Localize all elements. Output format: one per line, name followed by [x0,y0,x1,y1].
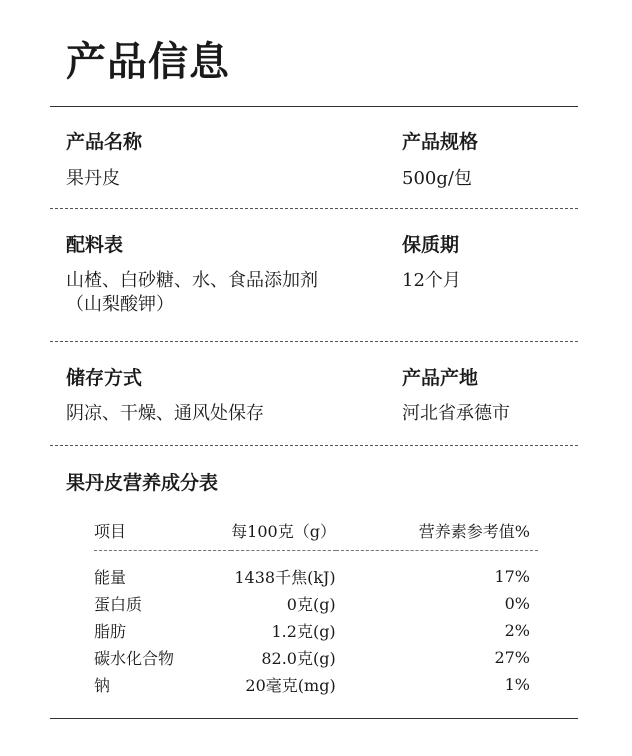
nutrient-nrv: 2% [504,621,530,640]
section-divider [50,208,578,209]
nutrient-nrv: 17% [494,567,530,586]
product-name-label: 产品名称 [66,131,143,153]
shelf-life-label: 保质期 [402,234,460,256]
nutrient-amount: 1.2克(g) [271,622,336,641]
nutrient-amount: 82.0克(g) [261,649,336,668]
column-header-nrv: 营养素参考值% [336,516,538,551]
table-row [94,671,538,698]
nutrient-amount: 20毫克(mg) [245,676,336,695]
nutrition-title: 果丹皮营养成分表 [66,472,219,494]
nutrition-table [94,516,538,698]
table-row [94,617,538,644]
product-spec-label: 产品规格 [402,131,479,153]
column-header-per-100g: 每100克（g） [231,516,336,551]
shelf-life-value: 12个月 [402,270,461,291]
nutrient-nrv: 27% [494,648,530,667]
column-header-item: 项目 [94,516,231,551]
origin-value: 河北省承德市 [402,403,510,424]
ingredients-label: 配料表 [66,234,124,256]
section-divider [50,341,578,342]
nutrient-name: 脂肪 [94,622,127,641]
nutrient-amount: 0克(g) [286,595,336,614]
nutrient-nrv: 1% [504,675,530,694]
nutrient-nrv: 0% [504,594,530,613]
product-spec-value: 500g/包 [402,168,472,189]
storage-value: 阴凉、干燥、通风处保存 [66,403,264,424]
table-row [94,551,538,591]
nutrient-name: 蛋白质 [94,595,143,614]
ingredients-value: 山楂、白砂糖、水、食品添加剂（山梨酸钾） [66,270,318,315]
table-row [94,590,538,617]
nutrient-amount: 1438千焦(kJ) [234,568,336,587]
bottom-divider [50,718,578,719]
title-divider [50,106,578,107]
table-row [94,644,538,671]
nutrient-name: 钠 [94,676,111,695]
product-name-value: 果丹皮 [66,168,120,189]
nutrient-name: 能量 [94,568,127,587]
nutrient-name: 碳水化合物 [94,649,175,668]
nutrition-header-row [94,516,538,551]
page-title: 产品信息 [66,39,230,85]
origin-label: 产品产地 [402,367,479,389]
storage-label: 储存方式 [66,367,143,389]
section-divider [50,445,578,446]
